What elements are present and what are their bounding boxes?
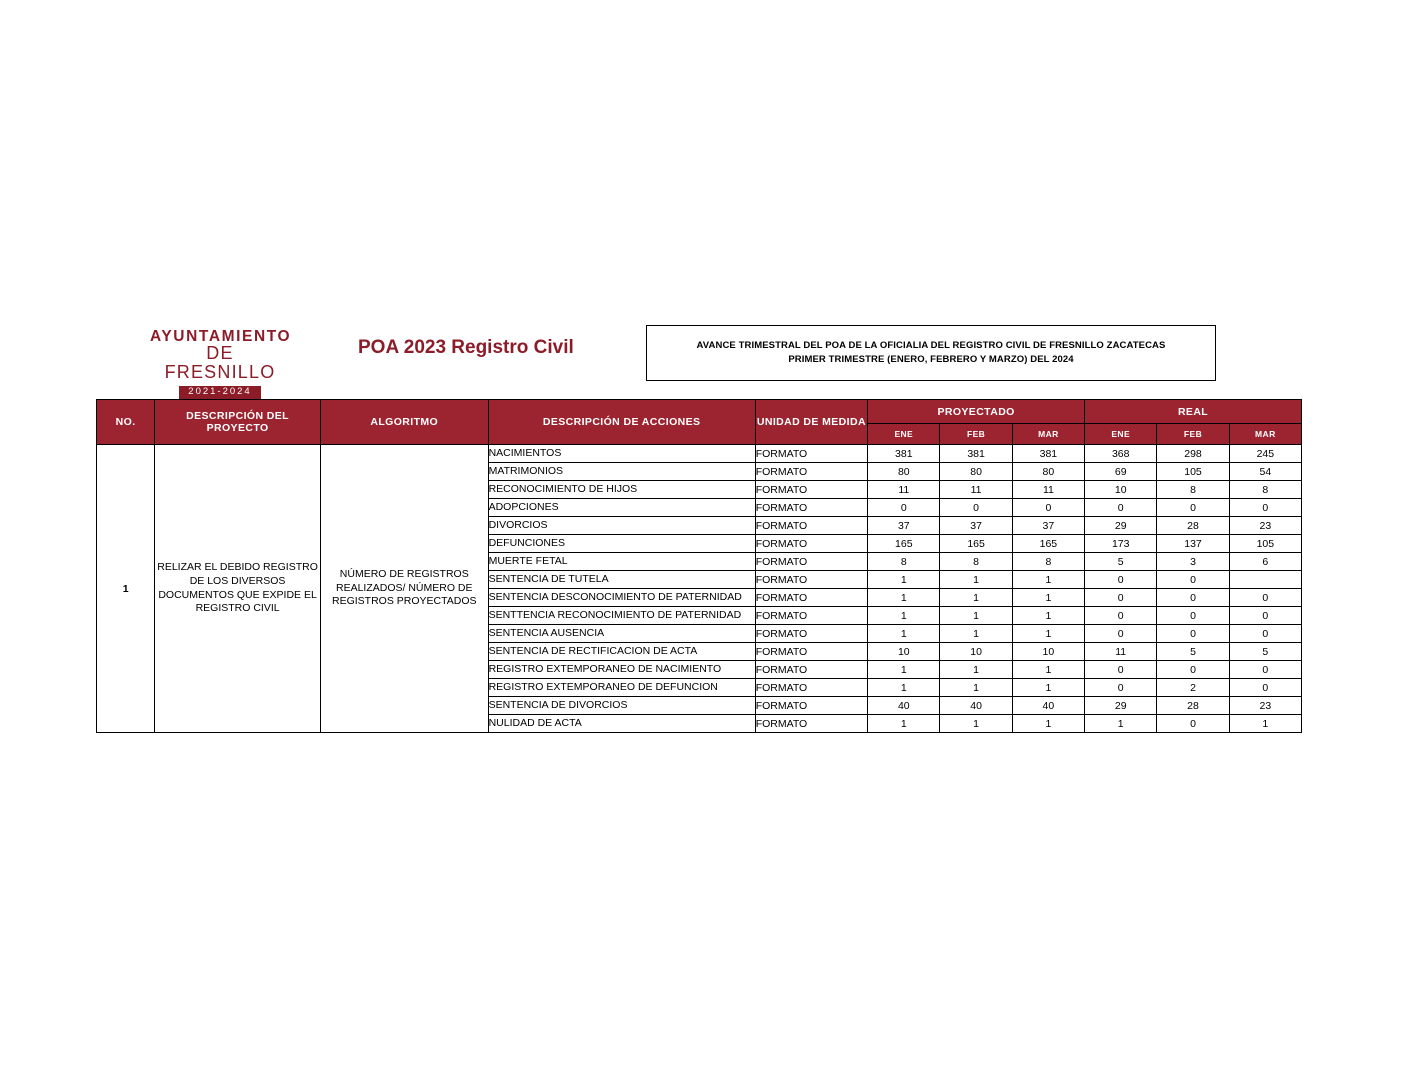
real-mar-value: 0 xyxy=(1229,679,1301,697)
real-mar-value: 54 xyxy=(1229,463,1301,481)
real-mar-value: 105 xyxy=(1229,535,1301,553)
projected-ene-value: 1 xyxy=(868,661,940,679)
header-actions: DESCRIPCIÓN DE ACCIONES xyxy=(488,400,755,445)
real-feb-value: 2 xyxy=(1157,679,1229,697)
projected-feb-value: 1 xyxy=(940,679,1012,697)
header-projected: PROYECTADO xyxy=(868,400,1085,424)
real-ene-value: 11 xyxy=(1085,643,1157,661)
action-description: SENTENCIA DE TUTELA xyxy=(488,571,755,589)
action-description: NULIDAD DE ACTA xyxy=(488,715,755,733)
page-title: POA 2023 Registro Civil xyxy=(358,337,574,358)
header-no: NO. xyxy=(97,400,155,445)
real-ene-value: 10 xyxy=(1085,481,1157,499)
projected-mar-value: 1 xyxy=(1012,571,1084,589)
projected-mar-value: 40 xyxy=(1012,697,1084,715)
action-description: SENTENCIA DESCONOCIMIENTO DE PATERNIDAD xyxy=(488,589,755,607)
real-feb-value: 0 xyxy=(1157,571,1229,589)
row-number: 1 xyxy=(97,445,155,733)
real-mar-value xyxy=(1229,571,1301,589)
unit-of-measure: FORMATO xyxy=(755,481,867,499)
real-feb-value: 28 xyxy=(1157,517,1229,535)
real-feb-value: 298 xyxy=(1157,445,1229,463)
header-projected-feb: FEB xyxy=(940,424,1012,445)
header-project: DESCRIPCIÓN DEL PROYECTO xyxy=(155,400,321,445)
action-description: SENTENCIA DE DIVORCIOS xyxy=(488,697,755,715)
projected-feb-value: 40 xyxy=(940,697,1012,715)
projected-ene-value: 1 xyxy=(868,679,940,697)
real-mar-value: 23 xyxy=(1229,517,1301,535)
real-mar-value: 6 xyxy=(1229,553,1301,571)
real-mar-value: 5 xyxy=(1229,643,1301,661)
unit-of-measure: FORMATO xyxy=(755,463,867,481)
logo-line-1: AYUNTAMIENTO xyxy=(150,328,292,345)
action-description: REGISTRO EXTEMPORANEO DE NACIMIENTO xyxy=(488,661,755,679)
action-description: ADOPCIONES xyxy=(488,499,755,517)
projected-mar-value: 11 xyxy=(1012,481,1084,499)
real-ene-value: 0 xyxy=(1085,625,1157,643)
real-mar-value: 0 xyxy=(1229,661,1301,679)
real-ene-value: 0 xyxy=(1085,571,1157,589)
projected-ene-value: 0 xyxy=(868,499,940,517)
document-header xyxy=(96,325,1311,398)
action-description: NACIMIENTOS xyxy=(488,445,755,463)
real-mar-value: 23 xyxy=(1229,697,1301,715)
real-feb-value: 0 xyxy=(1157,661,1229,679)
real-mar-value: 0 xyxy=(1229,499,1301,517)
projected-ene-value: 381 xyxy=(868,445,940,463)
projected-feb-value: 165 xyxy=(940,535,1012,553)
projected-feb-value: 1 xyxy=(940,571,1012,589)
unit-of-measure: FORMATO xyxy=(755,643,867,661)
real-ene-value: 5 xyxy=(1085,553,1157,571)
projected-ene-value: 1 xyxy=(868,571,940,589)
projected-mar-value: 10 xyxy=(1012,643,1084,661)
real-ene-value: 29 xyxy=(1085,517,1157,535)
unit-of-measure: FORMATO xyxy=(755,589,867,607)
projected-feb-value: 37 xyxy=(940,517,1012,535)
real-mar-value: 8 xyxy=(1229,481,1301,499)
action-description: DIVORCIOS xyxy=(488,517,755,535)
real-feb-value: 0 xyxy=(1157,589,1229,607)
header-real-mar: MAR xyxy=(1229,424,1301,445)
real-ene-value: 173 xyxy=(1085,535,1157,553)
header-algorithm: ALGORITMO xyxy=(320,400,488,445)
real-ene-value: 0 xyxy=(1085,607,1157,625)
real-mar-value: 0 xyxy=(1229,607,1301,625)
projected-ene-value: 1 xyxy=(868,625,940,643)
action-description: MUERTE FETAL xyxy=(488,553,755,571)
real-feb-value: 0 xyxy=(1157,499,1229,517)
real-ene-value: 29 xyxy=(1085,697,1157,715)
real-mar-value: 1 xyxy=(1229,715,1301,733)
projected-feb-value: 0 xyxy=(940,499,1012,517)
unit-of-measure: FORMATO xyxy=(755,661,867,679)
projected-ene-value: 165 xyxy=(868,535,940,553)
real-feb-value: 8 xyxy=(1157,481,1229,499)
table-header-row-1 xyxy=(97,400,1302,424)
real-ene-value: 368 xyxy=(1085,445,1157,463)
unit-of-measure: FORMATO xyxy=(755,445,867,463)
projected-ene-value: 1 xyxy=(868,589,940,607)
projected-feb-value: 1 xyxy=(940,589,1012,607)
project-description: RELIZAR EL DEBIDO REGISTRO DE LOS DIVERSOS DOCUMENTOS QUE EXPIDE EL REGISTRO CIVIL xyxy=(155,445,321,733)
report-title-line-2: PRIMER TRIMESTRE (ENERO, FEBRERO Y MARZO) DEL 2024 xyxy=(788,354,1074,365)
projected-mar-value: 1 xyxy=(1012,679,1084,697)
logo-line-3: 2021-2024 xyxy=(179,386,260,399)
real-feb-value: 28 xyxy=(1157,697,1229,715)
projected-ene-value: 80 xyxy=(868,463,940,481)
unit-of-measure: FORMATO xyxy=(755,571,867,589)
projected-feb-value: 80 xyxy=(940,463,1012,481)
unit-of-measure: FORMATO xyxy=(755,499,867,517)
real-ene-value: 0 xyxy=(1085,661,1157,679)
logo-line-2: DE FRESNILLO xyxy=(164,343,276,383)
header-real: REAL xyxy=(1085,400,1302,424)
header-projected-mar: MAR xyxy=(1012,424,1084,445)
header-real-ene: ENE xyxy=(1085,424,1157,445)
projected-feb-value: 381 xyxy=(940,445,1012,463)
real-feb-value: 105 xyxy=(1157,463,1229,481)
report-title-line-1: AVANCE TRIMESTRAL DEL POA DE LA OFICIALIA DEL REGISTRO CIVIL DE FRESNILLO ZACATECAS xyxy=(696,340,1166,352)
projected-ene-value: 1 xyxy=(868,607,940,625)
unit-of-measure: FORMATO xyxy=(755,607,867,625)
projected-mar-value: 1 xyxy=(1012,607,1084,625)
projected-ene-value: 1 xyxy=(868,715,940,733)
real-mar-value: 245 xyxy=(1229,445,1301,463)
projected-mar-value: 1 xyxy=(1012,625,1084,643)
projected-mar-value: 381 xyxy=(1012,445,1084,463)
real-ene-value: 1 xyxy=(1085,715,1157,733)
action-description: MATRIMONIOS xyxy=(488,463,755,481)
projected-feb-value: 10 xyxy=(940,643,1012,661)
projected-mar-value: 165 xyxy=(1012,535,1084,553)
header-unit: UNIDAD DE MEDIDA xyxy=(755,400,867,445)
real-mar-value: 0 xyxy=(1229,625,1301,643)
unit-of-measure: FORMATO xyxy=(755,697,867,715)
projected-mar-value: 37 xyxy=(1012,517,1084,535)
projected-feb-value: 8 xyxy=(940,553,1012,571)
unit-of-measure: FORMATO xyxy=(755,679,867,697)
real-feb-value: 0 xyxy=(1157,607,1229,625)
action-description: REGISTRO EXTEMPORANEO DE DEFUNCION xyxy=(488,679,755,697)
unit-of-measure: FORMATO xyxy=(755,535,867,553)
action-description: DEFUNCIONES xyxy=(488,535,755,553)
real-mar-value: 0 xyxy=(1229,589,1301,607)
unit-of-measure: FORMATO xyxy=(755,553,867,571)
table-body xyxy=(97,445,1302,733)
poa-table xyxy=(96,399,1302,733)
projected-mar-value: 0 xyxy=(1012,499,1084,517)
real-feb-value: 0 xyxy=(1157,625,1229,643)
projected-feb-value: 1 xyxy=(940,715,1012,733)
real-ene-value: 0 xyxy=(1085,499,1157,517)
projected-ene-value: 40 xyxy=(868,697,940,715)
real-ene-value: 69 xyxy=(1085,463,1157,481)
projected-mar-value: 80 xyxy=(1012,463,1084,481)
projected-ene-value: 10 xyxy=(868,643,940,661)
unit-of-measure: FORMATO xyxy=(755,517,867,535)
action-description: SENTENCIA AUSENCIA xyxy=(488,625,755,643)
action-description: SENTTENCIA RECONOCIMIENTO DE PATERNIDAD xyxy=(488,607,755,625)
unit-of-measure: FORMATO xyxy=(755,625,867,643)
real-ene-value: 0 xyxy=(1085,589,1157,607)
projected-mar-value: 1 xyxy=(1012,715,1084,733)
real-feb-value: 3 xyxy=(1157,553,1229,571)
table-row xyxy=(97,445,1302,463)
real-feb-value: 5 xyxy=(1157,643,1229,661)
report-title-box xyxy=(646,325,1216,381)
real-feb-value: 137 xyxy=(1157,535,1229,553)
municipal-logo xyxy=(150,329,290,399)
projected-mar-value: 8 xyxy=(1012,553,1084,571)
projected-feb-value: 1 xyxy=(940,625,1012,643)
header-real-feb: FEB xyxy=(1157,424,1229,445)
projected-feb-value: 11 xyxy=(940,481,1012,499)
action-description: SENTENCIA DE RECTIFICACION DE ACTA xyxy=(488,643,755,661)
projected-ene-value: 37 xyxy=(868,517,940,535)
projected-feb-value: 1 xyxy=(940,607,1012,625)
header-projected-ene: ENE xyxy=(868,424,940,445)
unit-of-measure: FORMATO xyxy=(755,715,867,733)
table-head xyxy=(97,400,1302,445)
projected-feb-value: 1 xyxy=(940,661,1012,679)
action-description: RECONOCIMIENTO DE HIJOS xyxy=(488,481,755,499)
projected-mar-value: 1 xyxy=(1012,589,1084,607)
real-feb-value: 0 xyxy=(1157,715,1229,733)
projected-mar-value: 1 xyxy=(1012,661,1084,679)
algorithm-description: NÚMERO DE REGISTROS REALIZADOS/ NÚMERO DE REGISTROS PROYECTADOS xyxy=(320,445,488,733)
projected-ene-value: 8 xyxy=(868,553,940,571)
projected-ene-value: 11 xyxy=(868,481,940,499)
real-ene-value: 0 xyxy=(1085,679,1157,697)
